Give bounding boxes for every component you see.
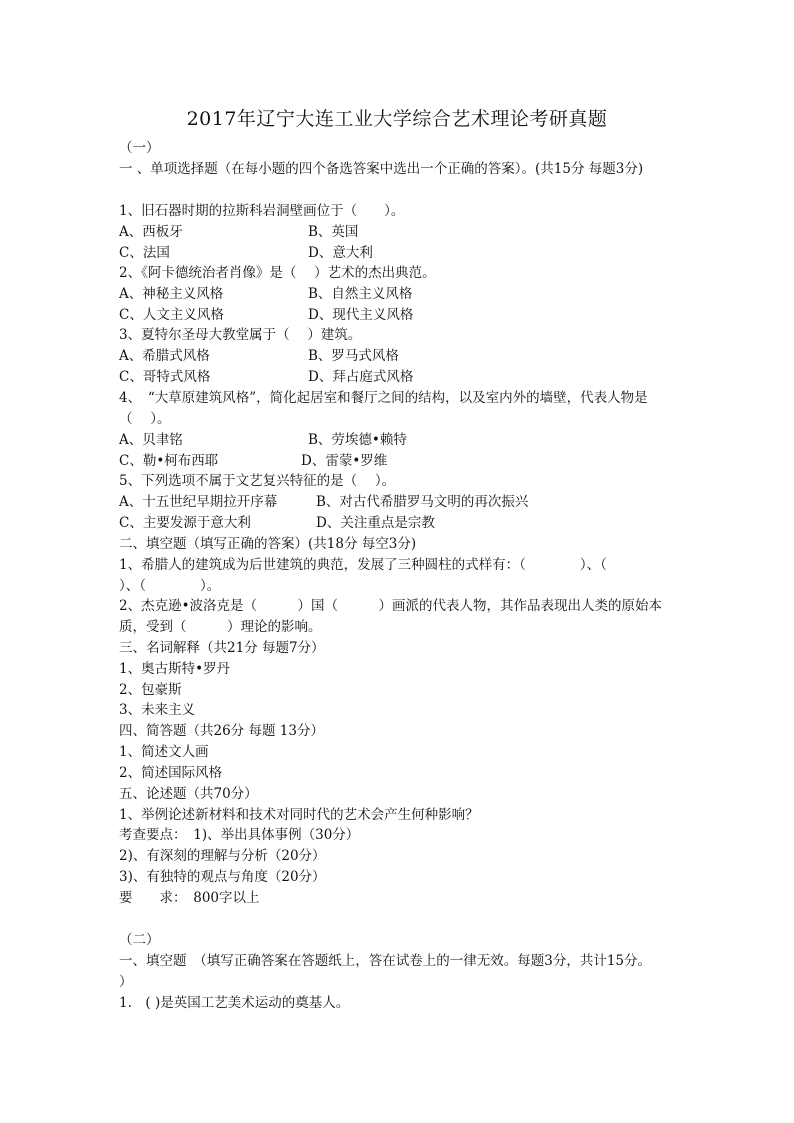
question-2: 2、《阿卡德统治者肖像》是（ ）艺术的杰出典范。 bbox=[119, 265, 436, 281]
option-c: C、勒•柯布西耶 bbox=[119, 453, 219, 469]
section-heading: 五、论述题（共70分） bbox=[119, 786, 258, 802]
fill-question-1: 1、希腊人的建筑成为后世建筑的典范，发展了三种圆柱的式样有：（ ）、（ bbox=[119, 557, 607, 573]
option-a: A、西板牙 bbox=[119, 224, 183, 240]
option-b: B、劳埃德•赖特 bbox=[308, 432, 407, 448]
grading-point-2: 2)、有深刻的理解与分析（20分） bbox=[119, 848, 326, 864]
option-a: A、贝聿铭 bbox=[119, 432, 183, 448]
short-answer-1: 1、简述文人画 bbox=[119, 744, 209, 760]
essay-question-1: 1、举例论述新材料和技术对同时代的艺术会产生何种影响？ bbox=[119, 807, 479, 823]
section-label-1: （一） bbox=[119, 140, 160, 156]
section-heading: 四、简答题（共26分 每题 13分） bbox=[119, 723, 324, 739]
option-d: D、拜占庭式风格 bbox=[308, 369, 414, 385]
question-5: 5、下列选项不属于文艺复兴特征的是（ ）。 bbox=[119, 473, 396, 489]
section-heading-cont: ） bbox=[119, 974, 133, 990]
option-a: A、神秘主义风格 bbox=[119, 286, 224, 302]
term-3: 3、未来主义 bbox=[119, 702, 196, 718]
option-c: C、哥特式风格 bbox=[119, 369, 211, 385]
section-heading: 一、填空题 （填写正确答案在答题纸上，答在试卷上的一律无效。每题3分，共计15分。 bbox=[119, 953, 652, 969]
section-heading: 一 、单项选择题（在每小题的四个备选答案中选出一个正确的答案）。(共15分 每题3分) bbox=[119, 161, 644, 177]
term-1: 1、奥古斯特•罗丹 bbox=[119, 661, 231, 677]
page-title: 2017年辽宁大连工业大学综合艺术理论考研真题 bbox=[186, 108, 608, 130]
option-d: D、现代主义风格 bbox=[308, 307, 414, 323]
grading-point-3: 3)、有独特的观点与角度（20分） bbox=[119, 869, 326, 885]
question-1: 1、旧石器时期的拉斯科岩洞壁画位于（ ）。 bbox=[119, 203, 405, 219]
section-heading: 二、填空题（填写正确的答案）(共18分 每空3分) bbox=[119, 536, 417, 552]
fill-question-2-cont: 质，受到（ ）理论的影响。 bbox=[119, 619, 322, 635]
fill-question-1: 1. ( )是英国工艺美术运动的奠基人。 bbox=[119, 995, 350, 1011]
question-4-cont: （ ）。 bbox=[119, 411, 171, 427]
option-d: D、雷蒙•罗维 bbox=[301, 453, 388, 469]
question-3: 3、夏特尔圣母大教堂属于（ ）建筑。 bbox=[119, 327, 362, 343]
requirement: 要 求： 800字以上 bbox=[119, 890, 260, 906]
short-answer-2: 2、简述国际风格 bbox=[119, 765, 223, 781]
term-2: 2、包豪斯 bbox=[119, 682, 182, 698]
grading-point-1: 考查要点： 1)、举出具体事例（30分） bbox=[119, 827, 360, 843]
option-c: C、人文主义风格 bbox=[119, 307, 224, 323]
section-label-2: （二） bbox=[119, 932, 160, 948]
option-c: C、法国 bbox=[119, 245, 170, 261]
option-d: D、关注重点是宗教 bbox=[316, 515, 435, 531]
option-a: A、希腊式风格 bbox=[119, 348, 210, 364]
option-d: D、意大利 bbox=[308, 245, 373, 261]
option-c: C、主要发源于意大利 bbox=[119, 515, 251, 531]
section-heading: 三、名词解释（共21分 每题7分） bbox=[119, 640, 325, 656]
option-b: B、自然主义风格 bbox=[308, 286, 413, 302]
fill-question-1-cont: ）、（ ）。 bbox=[119, 578, 221, 594]
fill-question-2: 2、杰克逊•波洛克是（ ）国（ ）画派的代表人物，其作品表现出人类的原始本 bbox=[119, 598, 663, 614]
option-b: B、罗马式风格 bbox=[308, 348, 399, 364]
option-b: B、对古代希腊罗马文明的再次振兴 bbox=[316, 494, 529, 510]
option-b: B、英国 bbox=[308, 224, 359, 240]
question-4: 4、 “大草原建筑风格”，简化起居室和餐厅之间的结构，以及室内外的墙壁，代表人物是 bbox=[119, 390, 648, 406]
option-a: A、十五世纪早期拉开序幕 bbox=[119, 494, 278, 510]
